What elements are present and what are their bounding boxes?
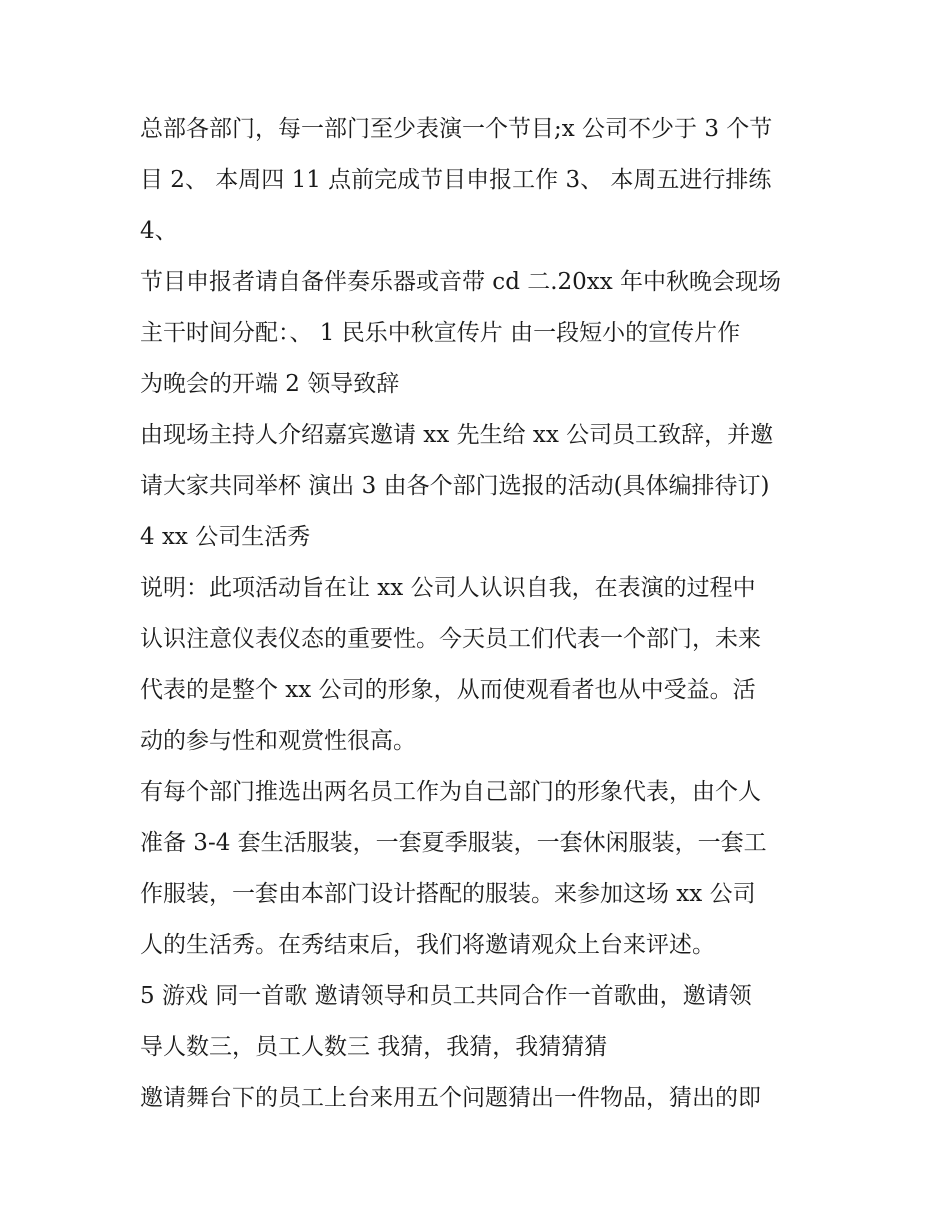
text-line: 邀请舞台下的员工上台来用五个问题猜出一件物品，猜出的即	[140, 1085, 761, 1111]
text-line: 导人数三，员工人数三 我猜，我猜，我猜猜猜	[140, 1034, 608, 1060]
text-line: 总部各部门，每一部门至少表演一个节目;x 公司不少于 3 个节	[140, 116, 773, 142]
text-line: 由现场主持人介绍嘉宾邀请 xx 先生给 xx 公司员工致辞，并邀	[140, 422, 774, 448]
document-body	[140, 104, 820, 1124]
text-line: 说明：此项活动旨在让 xx 公司人认识自我，在表演的过程中	[140, 575, 756, 601]
text-line: 主干时间分配：、 1 民乐中秋宣传片 由一段短小的宣传片作	[140, 320, 741, 346]
text-line: 请大家共同举杯 演出 3 由各个部门选报的活动(具体编排待订)	[140, 473, 770, 499]
text-line: 4 xx 公司生活秀	[140, 524, 311, 550]
text-line: 代表的是整个 xx 公司的形象，从而使观看者也从中受益。活	[140, 677, 756, 703]
text-line: 人的生活秀。在秀结束后，我们将邀请观众上台来评述。	[140, 932, 715, 958]
text-line: 有每个部门推选出两名员工作为自己部门的形象代表，由个人	[140, 779, 761, 805]
text-line: 准备 3-4 套生活服装，一套夏季服装，一套休闲服装，一套工	[140, 830, 767, 856]
text-line: 节目申报者请自备伴奏乐器或音带 cd 二.20xx 年中秋晚会现场	[140, 269, 782, 295]
text-line: 认识注意仪表仪态的重要性。今天员工们代表一个部门，未来	[140, 626, 761, 652]
text-line: 为晚会的开端 2 领导致辞	[140, 371, 400, 397]
text-line: 5 游戏 同一首歌 邀请领导和员工共同合作一首歌曲，邀请领	[140, 983, 752, 1009]
text-line: 作服装，一套由本部门设计搭配的服装。来参加这场 xx 公司	[140, 881, 756, 907]
text-line: 4、	[140, 218, 178, 244]
text-line: 动的参与性和观赏性很高。	[140, 728, 416, 754]
text-line: 目 2、 本周四 11 点前完成节目申报工作 3、 本周五进行排练	[140, 167, 772, 193]
